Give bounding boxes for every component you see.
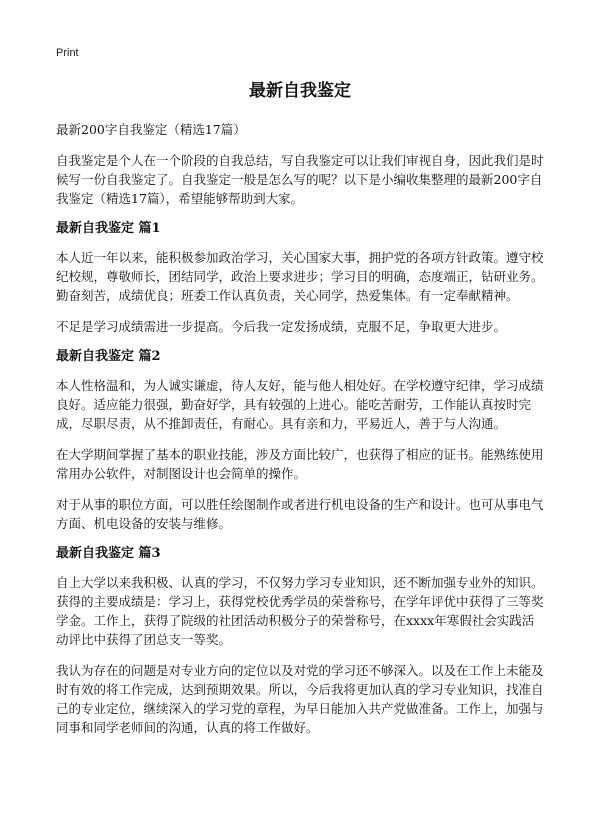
document-subtitle: 最新200字自我鉴定（精选17篇）: [56, 122, 246, 137]
section-2-paragraph-3: 对于从事的职位方面，可以胜任绘图制作或者进行机电设备的生产和设计。也可从事电气方面、机电设备的安装与维修。: [56, 497, 544, 531]
print-link[interactable]: Print: [56, 47, 79, 59]
section-3-paragraph-2: 我认为存在的问题是对专业方向的定位以及对党的学习还不够深入。以及在工作上未能及时有效的将工作完成，达到预期效果。所以，今后我将更加认真的学习专业知识，找准自己的专业定位，继续深入的学习党的章程，为早日能加入共产党做准备。工作上，加强与同事和同学老师间的沟通，认真的将工作做好。: [56, 663, 544, 735]
section-1-paragraph-1: 本人近一年以来，能积极参加政治学习，关心国家大事，拥护党的各项方针政策。遵守校纪校规，尊敬师长，团结同学，政治上要求进步；学习目的明确，态度端正，钻研业务。勤奋刻苦，成绩优良；班委工作认真负责，关心同学，热爱集体。有一定奉献精神。: [56, 250, 544, 303]
section-2-paragraph-1: 本人性格温和，为人诚实谦虚，待人友好，能与他人相处好。在学校遵守纪律，学习成绩良好。适应能力很强，勤奋好学，具有较强的上进心。能吃苦耐劳，工作能认真按时完成，尽职尽责，从不推卸责任，有耐心。具有亲和力，平易近人，善于与人沟通。: [56, 378, 544, 431]
intro-paragraph: 自我鉴定是个人在一个阶段的自我总结，写自我鉴定可以让我们审视自身，因此我们是时候写一份自我鉴定了。自我鉴定一般是怎么写的呢？以下是小编收集整理的最新200字自我鉴定（精选17篇），希望能够帮助到大家。: [56, 153, 544, 206]
section-2-paragraph-2: 在大学期间掌握了基本的职业技能，涉及方面比较广，也获得了相应的证书。能熟练使用常用办公软件，对制图设计也会简单的操作。: [56, 447, 544, 481]
section-heading-2: 最新自我鉴定 篇2: [56, 349, 161, 364]
section-heading-1: 最新自我鉴定 篇1: [56, 221, 161, 236]
section-heading-3: 最新自我鉴定 篇3: [56, 546, 161, 561]
section-3-paragraph-1: 自上大学以来我积极、认真的学习，不仅努力学习专业知识，还不断加强专业外的知识。获得的主要成绩是：学习上，获得党校优秀学员的荣誉称号，在学年评优中获得了三等奖学金。工作上，获得了院级的社团活动积极分子的荣誉称号，在xxxx年寒假社会实践活动评比中获得了团总支一等奖。: [56, 575, 544, 647]
document-title: 最新自我鉴定: [249, 81, 351, 101]
section-1-paragraph-2: 不足是学习成绩需进一步提高。今后我一定发扬成绩，克服不足，争取更大进步。: [56, 319, 507, 334]
